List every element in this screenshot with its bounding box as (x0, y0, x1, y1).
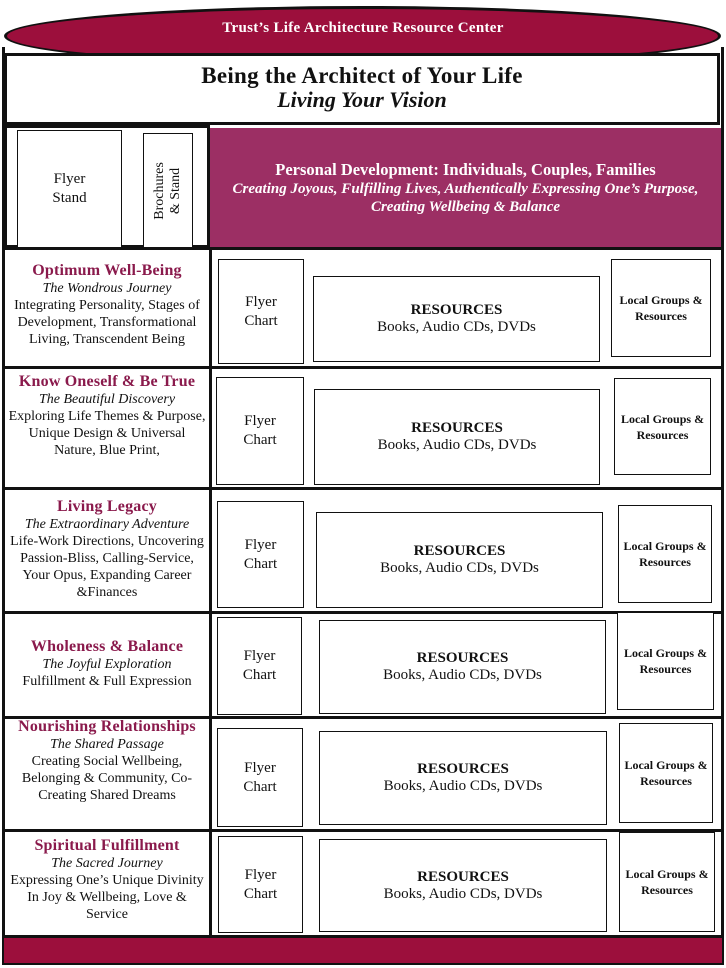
flyer-chart-box (218, 836, 303, 933)
local-groups-box (618, 505, 712, 603)
section-subtitle: The Shared Passage (50, 737, 164, 752)
local-groups-box (614, 378, 711, 475)
local-groups-label: Local Groups & Resources (624, 758, 708, 788)
bottom-bar (4, 935, 722, 963)
resources-title: RESOURCES (417, 868, 509, 885)
section-title: Living Legacy (57, 498, 157, 515)
resources-box (319, 839, 607, 932)
section-category (8, 372, 206, 459)
section-divider (209, 487, 212, 611)
resources-title: RESOURCES (416, 650, 509, 666)
flyer-chart-label: Flyer Chart (243, 759, 277, 795)
flyer-chart-label: Flyer Chart (243, 866, 278, 902)
section-subtitle: The Sacred Journey (51, 856, 163, 871)
section-title: Know Oneself & Be True (18, 373, 196, 390)
section-divider (209, 247, 212, 366)
resources-box (313, 276, 600, 362)
flyer-chart-box (216, 377, 304, 485)
flyer-chart-box (217, 617, 302, 715)
section-divider (209, 716, 212, 829)
local-groups-label: Local Groups & Resources (620, 411, 705, 442)
resources-box (316, 512, 603, 608)
resources-box (314, 389, 600, 485)
local-groups-box (619, 723, 713, 823)
flyer-stand-box (17, 130, 122, 248)
section-title: Nourishing Relationships (18, 718, 196, 735)
local-groups-box (611, 259, 711, 357)
resources-title: RESOURCES (411, 420, 503, 436)
section-category (8, 261, 206, 348)
resources-description: Books, Audio CDs, DVDs (377, 437, 537, 453)
section-subtitle: The Wondrous Journey (42, 281, 172, 296)
local-groups-label: Local Groups & Resources (625, 867, 709, 897)
local-groups-label: Local Groups & Resources (623, 539, 707, 569)
flyer-chart-box (217, 728, 303, 827)
resources-title: RESOURCES (413, 543, 506, 559)
flyer-stand-label: Flyer Stand (52, 171, 87, 206)
local-groups-label: Local Groups & Resources (623, 646, 708, 676)
page-title: Being the Architect of Your Life (201, 63, 523, 88)
flyer-chart-label: Flyer Chart (242, 648, 277, 683)
section-title: Spiritual Fulfillment (34, 837, 180, 854)
section-title: Optimum Well-Being (32, 262, 182, 279)
resources-description: Books, Audio CDs, DVDs (377, 319, 536, 335)
brochures-stand-label: Brochures & Stand (152, 161, 184, 220)
resources-description: Books, Audio CDs, DVDs (383, 885, 543, 902)
flyer-chart-label: Flyer Chart (243, 536, 278, 572)
section-subtitle: The Beautiful Discovery (38, 392, 176, 407)
resources-box (319, 731, 607, 825)
resources-description: Books, Audio CDs, DVDs (380, 560, 539, 576)
resources-box (319, 620, 606, 714)
section-description: Life-Work Directions, Uncovering Passion-Bliss, Calling-Service, Your Opus, Expanding Career &Finances (10, 534, 204, 600)
resources-title: RESOURCES (410, 302, 503, 318)
section-category (8, 637, 206, 690)
personal-development-banner (210, 128, 721, 247)
section-divider (209, 611, 212, 716)
resources-description: Books, Audio CDs, DVDs (383, 667, 542, 683)
section-description: Integrating Personality, Stages of Development, Transformational Living, Transcendent Being (14, 298, 200, 347)
section-category (8, 836, 206, 923)
resources-description: Books, Audio CDs, DVDs (383, 778, 543, 794)
section-subtitle: The Extraordinary Adventure (24, 517, 190, 532)
local-groups-label: Local Groups & Resources (619, 293, 703, 323)
banner-title: Trust’s Life Architecture Resource Center (222, 20, 504, 36)
section-category (8, 717, 206, 804)
flyer-chart-box (217, 501, 304, 608)
title-box (4, 53, 720, 125)
section-description: Exploring Life Themes & Purpose, Unique Design & Universal Nature, Blue Print, (8, 409, 206, 458)
personal-development-subtitle: Creating Joyous, Fulfilling Lives, Authentically Expressing One’s Purpose, Creating Wellbeing & Balance (232, 181, 699, 215)
section-title: Wholeness & Balance (30, 638, 184, 655)
page-subtitle: Living Your Vision (277, 87, 447, 112)
flyer-chart-label: Flyer Chart (244, 293, 278, 329)
local-groups-box (619, 832, 715, 932)
brochures-stand-box (143, 133, 193, 248)
flyer-chart-box (218, 259, 304, 364)
section-subtitle: The Joyful Exploration (42, 657, 172, 672)
section-divider (209, 829, 212, 935)
section-description: Creating Social Wellbeing, Belonging & Community, Co-Creating Shared Dreams (21, 754, 193, 803)
section-description: Expressing One’s Unique Divinity In Joy & Wellbeing, Love & Service (10, 873, 204, 922)
section-description: Fulfillment & Full Expression (22, 674, 192, 689)
flyer-chart-label: Flyer Chart (243, 413, 277, 448)
resources-title: RESOURCES (417, 761, 509, 777)
section-category (8, 497, 206, 601)
personal-development-title: Personal Development: Individuals, Couples, Families (275, 160, 656, 179)
local-groups-box (617, 612, 714, 710)
section-divider (209, 366, 212, 487)
